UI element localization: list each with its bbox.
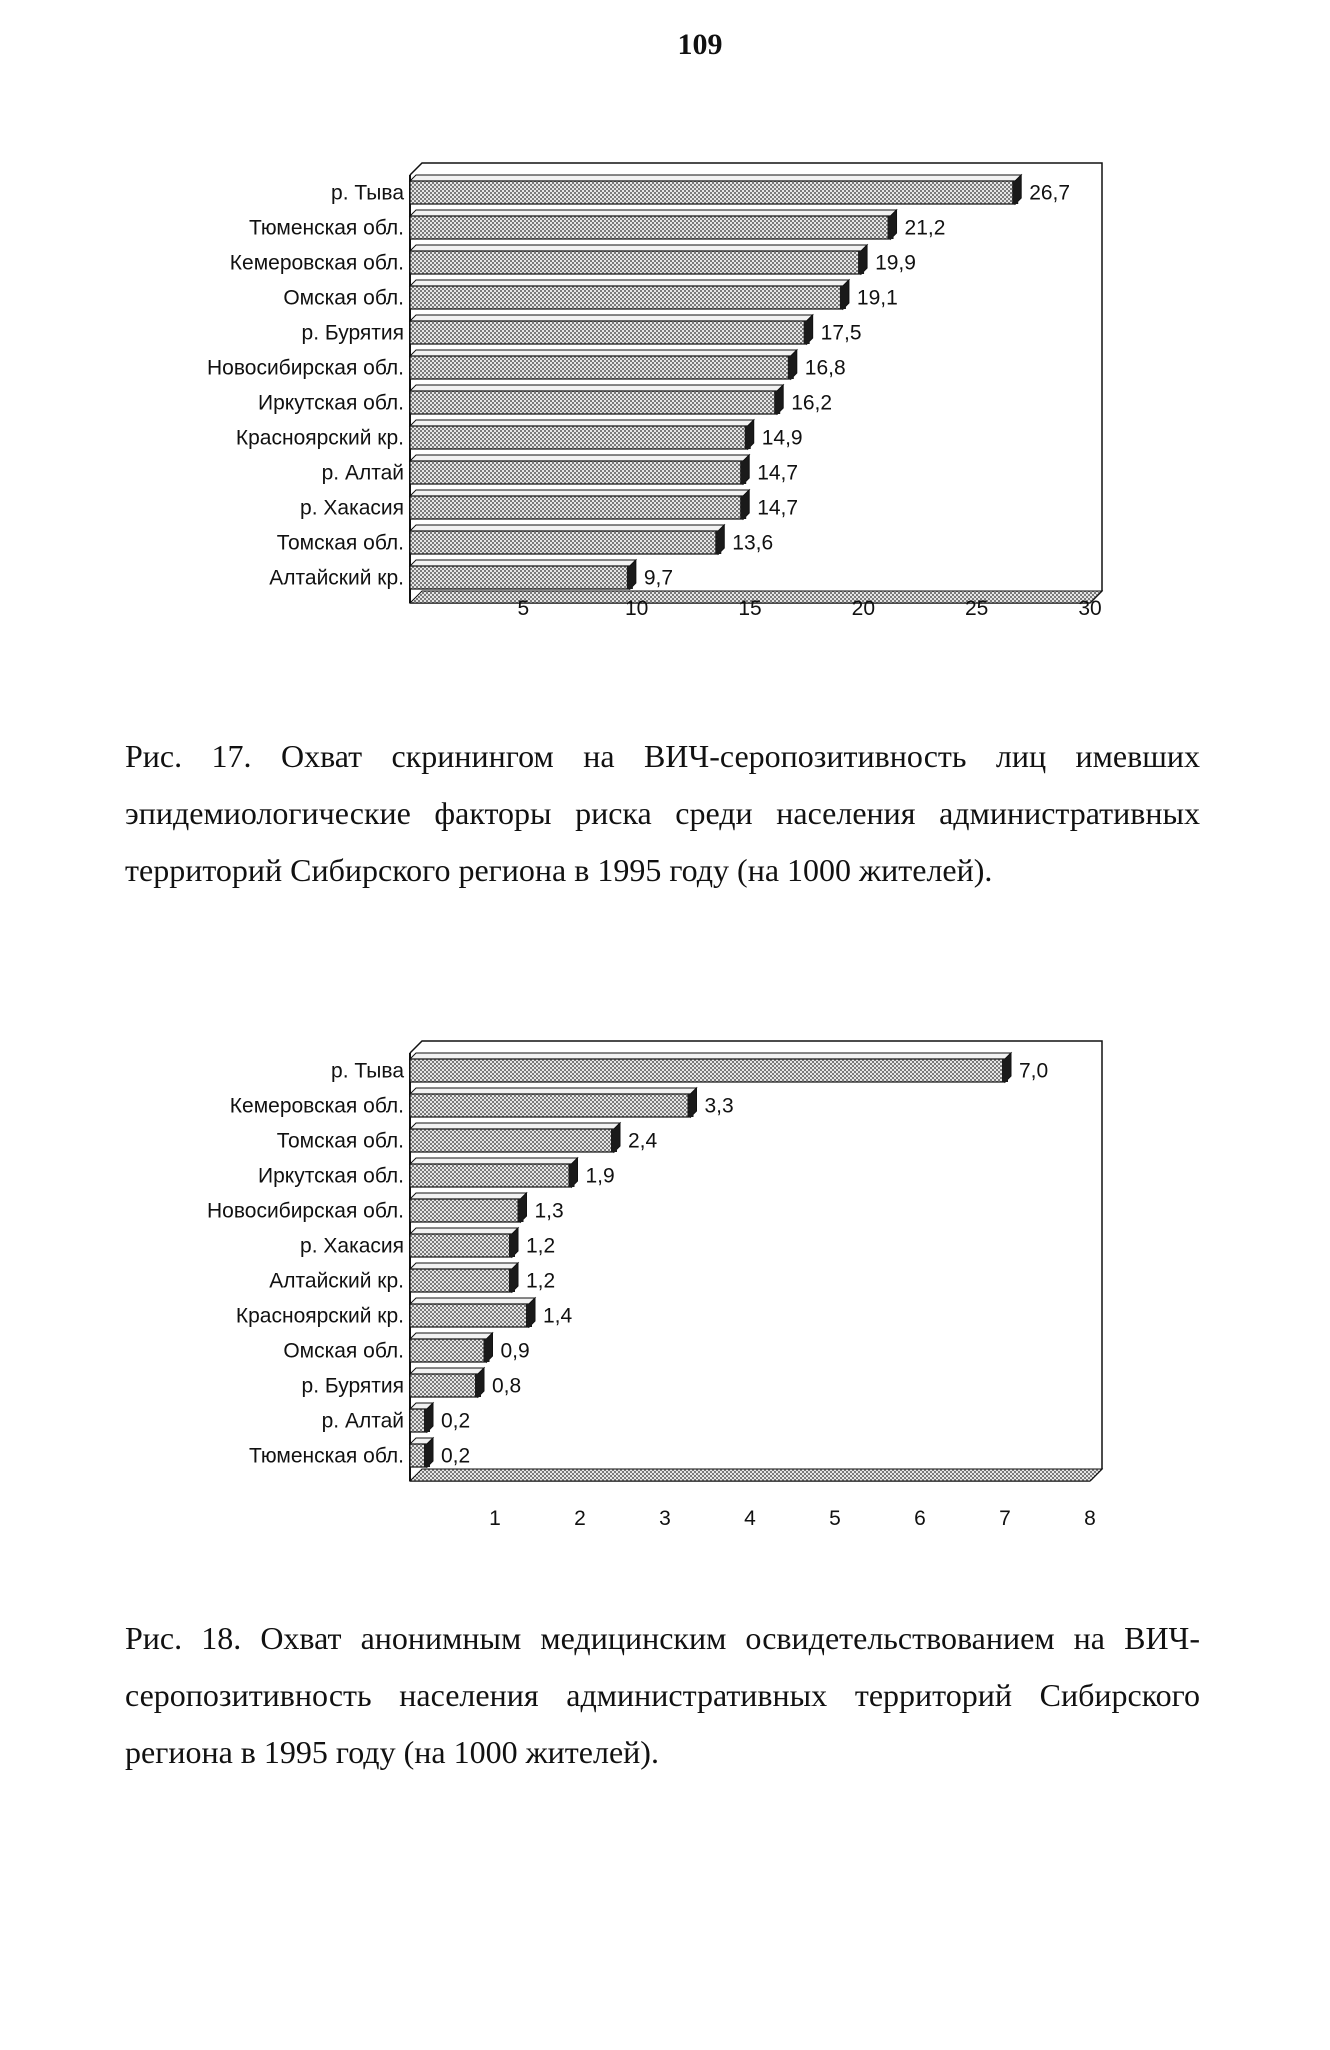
x-tick-label: 10 — [624, 597, 649, 620]
category-label: р. Алтай — [321, 461, 404, 485]
category-label: Красноярский кр. — [235, 1304, 404, 1328]
x-tick-label: 25 — [964, 597, 989, 620]
x-tick-label: 3 — [659, 1507, 671, 1530]
x-tick-label: 8 — [1084, 1507, 1096, 1530]
x-tick-label: 5 — [517, 597, 530, 620]
category-label: Омская обл. — [283, 1339, 404, 1363]
data-label: 1,9 — [585, 1164, 615, 1188]
bar — [410, 1158, 578, 1187]
bar — [410, 560, 636, 589]
category-label: Новосибирская обл. — [207, 356, 404, 380]
bar — [410, 1088, 697, 1117]
x-tick-label: 5 — [829, 1507, 841, 1530]
bar — [410, 1403, 433, 1432]
data-label: 2,4 — [628, 1129, 658, 1153]
data-label: 26,7 — [1029, 181, 1071, 205]
category-label: Омская обл. — [283, 286, 404, 310]
bar — [410, 1298, 535, 1327]
data-label: 14,7 — [757, 496, 799, 520]
bar — [410, 1123, 620, 1152]
data-label: 9,7 — [643, 566, 674, 590]
category-label: р. Тыва — [331, 1059, 404, 1083]
data-label: 0,9 — [500, 1339, 530, 1363]
data-label: 19,9 — [875, 251, 916, 275]
page-number: 109 — [677, 28, 723, 61]
data-label: 0,2 — [441, 1444, 471, 1468]
data-label: 3,3 — [704, 1094, 734, 1118]
category-label: Алтайский кр. — [269, 566, 404, 590]
category-label: Новосибирская обл. — [207, 1199, 404, 1223]
data-label: 1,2 — [526, 1269, 556, 1293]
bar — [410, 350, 797, 379]
bar — [410, 1333, 493, 1362]
category-label: р. Алтай — [321, 1409, 404, 1433]
bar — [410, 1193, 527, 1222]
data-label: 14,9 — [761, 426, 803, 450]
caption-fig17: Рис. 17. Охват скринингом на ВИЧ-серопозитивность лиц имевших эпидемиологические факторы риска среди населения административных территорий Сибирского региона в 1995 году (на 1000 жителей). — [125, 738, 1200, 888]
bar — [410, 1438, 433, 1467]
category-label: Алтайский кр. — [269, 1269, 404, 1293]
category-label: Томская обл. — [276, 1129, 404, 1153]
data-label: 14,7 — [757, 461, 799, 485]
bar — [410, 1368, 484, 1397]
data-label: 19,1 — [856, 286, 898, 310]
chart-fig18 — [0, 1025, 1330, 1565]
bar — [410, 385, 783, 414]
bar — [410, 1263, 518, 1292]
caption-fig18: Рис. 18. Охват анонимным медицинским освидетельствованием на ВИЧ-серопозитивность населения административных территорий Сибирского региона в 1995 году (на 1000 жителей). — [125, 1620, 1200, 1770]
x-tick-label: 2 — [574, 1507, 586, 1530]
category-label: Иркутская обл. — [258, 391, 404, 415]
bar — [410, 245, 867, 274]
category-label: Тюменская обл. — [248, 216, 404, 240]
bar — [410, 280, 849, 309]
bar — [410, 1228, 518, 1257]
data-label: 16,2 — [791, 391, 833, 415]
x-tick-label: 4 — [744, 1507, 756, 1530]
category-label: р. Хакасия — [300, 496, 404, 520]
data-label: 0,2 — [441, 1409, 471, 1433]
category-label: Тюменская обл. — [248, 1444, 404, 1468]
bar — [410, 455, 749, 484]
data-label: 16,8 — [804, 356, 846, 380]
category-label: р. Тыва — [331, 181, 404, 205]
data-label: 7,0 — [1019, 1059, 1049, 1083]
category-label: Иркутская обл. — [258, 1164, 404, 1188]
data-label: 21,2 — [904, 216, 946, 240]
x-tick-label: 7 — [999, 1507, 1011, 1530]
data-label: 13,6 — [732, 531, 774, 555]
bar — [410, 1053, 1011, 1082]
x-tick-label: 1 — [489, 1507, 501, 1530]
category-label: Томская обл. — [276, 531, 404, 555]
category-label: Красноярский кр. — [235, 426, 404, 450]
bar — [410, 210, 897, 239]
data-label: 1,2 — [526, 1234, 556, 1258]
data-label: 1,3 — [534, 1199, 564, 1223]
bar — [410, 420, 754, 449]
category-label: р. Хакасия — [300, 1234, 404, 1258]
chart-fig17 — [0, 150, 1330, 670]
category-label: Кемеровская обл. — [229, 1094, 404, 1118]
bar — [410, 525, 724, 554]
bar — [410, 490, 749, 519]
x-tick-label: 30 — [1078, 597, 1102, 620]
bar — [410, 175, 1021, 204]
x-tick-label: 15 — [738, 597, 762, 620]
x-tick-label: 20 — [851, 597, 876, 620]
bar — [410, 315, 813, 344]
category-label: р. Бурятия — [301, 1374, 404, 1398]
data-label: 1,4 — [543, 1304, 573, 1328]
data-label: 0,8 — [492, 1374, 522, 1398]
category-label: Кемеровская обл. — [229, 251, 404, 275]
category-label: р. Бурятия — [301, 321, 404, 345]
data-label: 17,5 — [820, 321, 862, 345]
x-tick-label: 6 — [914, 1507, 926, 1530]
